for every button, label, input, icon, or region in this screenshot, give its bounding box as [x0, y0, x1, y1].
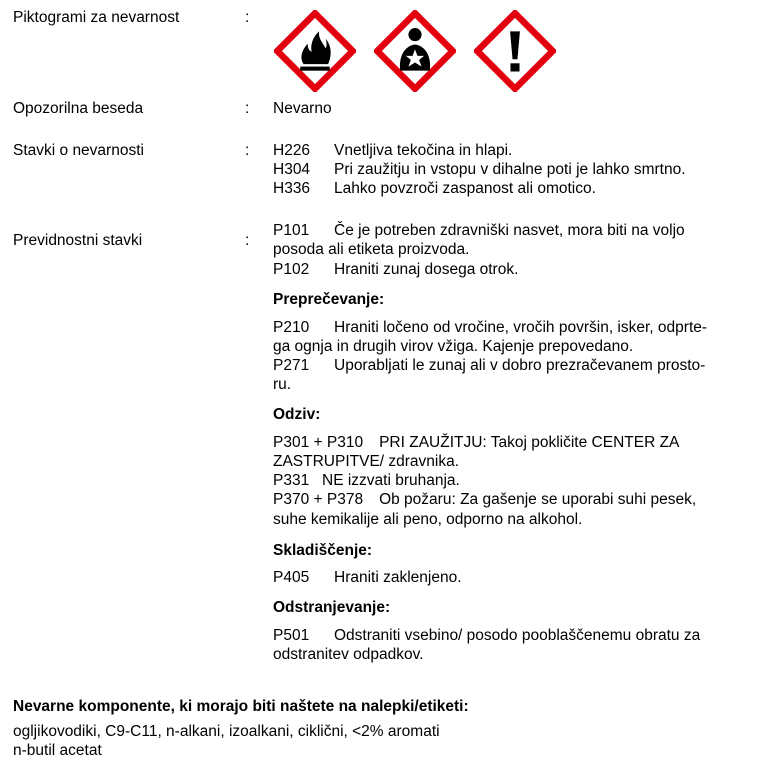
statement-text: PRI ZAUŽITJU: Takoj pokličite CENTER ZA: [379, 434, 680, 451]
precaution-p210-line2: ga ognja in drugih virov vžiga. Kajenje prepovedano.: [273, 338, 634, 355]
hazardous-components-heading: Nevarne komponente, ki morajo biti naštete na nalepki/etiketi:: [13, 698, 469, 715]
precautionary-statements-colon: :: [245, 232, 250, 249]
signal-word-value: Nevarno: [273, 100, 332, 117]
exclamation-mark-pictogram-icon: [474, 10, 556, 92]
statement-code: P501: [273, 627, 310, 644]
statement-code: P301 + P310: [273, 434, 364, 451]
statement-text: Hraniti ločeno od vročine, vročih površin, isker, odprte-: [334, 319, 708, 336]
statement-text: Uporabljati le zunaj ali v dobro prezračevanem prosto-: [334, 357, 706, 374]
statement-code: H336: [273, 180, 311, 197]
precaution-p271-line1: [273, 356, 705, 376]
precaution-p101-line2: posoda ali etiketa proizvoda.: [273, 241, 470, 258]
statement-code: P102: [273, 261, 310, 278]
precaution-p101-line1: [273, 221, 685, 241]
statement-text: Hraniti zunaj dosega otrok.: [334, 261, 519, 278]
statement-code: H226: [273, 142, 311, 159]
pictograms-colon: :: [245, 9, 250, 26]
precautionary-statements-label: Previdnostni stavki: [13, 232, 143, 249]
statement-code: P101: [273, 222, 310, 239]
signal-word-colon: :: [245, 100, 250, 117]
precaution-p210-line1: [273, 318, 707, 338]
pictograms-label: Piktogrami za nevarnost: [13, 9, 180, 26]
precaution-p405: [273, 568, 462, 588]
precaution-p370-line1: [273, 490, 696, 510]
statement-text: Ob požaru: Za gašenje se uporabi suhi pesek,: [379, 491, 697, 508]
health-hazard-pictogram-icon: [374, 10, 456, 92]
response-heading: Odziv:: [273, 406, 321, 423]
statement-text: Odstraniti vsebino/ posodo pooblaščenemu obratu za: [334, 627, 701, 644]
precaution-p501-line2: odstranitev odpadkov.: [273, 646, 424, 663]
hazard-statements-colon: :: [245, 142, 250, 159]
statement-text: Lahko povzroči zaspanost ali omotico.: [334, 180, 596, 197]
precaution-p501-line1: [273, 626, 700, 646]
hazardous-component-line: n-butil acetat: [13, 742, 102, 759]
statement-code: P331: [273, 472, 310, 489]
statement-text: Vnetljiva tekočina in hlapi.: [334, 142, 513, 159]
hazard-statement-h336: [273, 179, 596, 199]
precaution-p271-line2: ru.: [273, 376, 292, 393]
storage-heading: Skladiščenje:: [273, 542, 373, 559]
signal-word-label: Opozorilna beseda: [13, 100, 144, 117]
statement-code: P210: [273, 319, 310, 336]
hazardous-component-line: ogljikovodiki, C9-C11, n-alkani, izoalkani, ciklični, <2% aromati: [13, 723, 440, 740]
statement-text: Pri zaužitju in vstopu v dihalne poti je lahko smrtno.: [334, 161, 686, 178]
statement-code: P370 + P378: [273, 491, 364, 508]
hazard-statement-h304: [273, 160, 686, 180]
statement-code: H304: [273, 161, 311, 178]
disposal-heading: Odstranjevanje:: [273, 599, 391, 616]
precaution-p370-line2: suhe kemikalije ali peno, odporno na alkohol.: [273, 511, 583, 528]
statement-code: P405: [273, 569, 310, 586]
statement-text: Če je potreben zdravniški nasvet, mora biti na voljo: [334, 222, 685, 239]
precaution-p102: [273, 260, 518, 280]
hazard-statements-label: Stavki o nevarnosti: [13, 142, 144, 159]
statement-text: NE izzvati bruhanja.: [322, 472, 460, 489]
flame-pictogram-icon: [274, 10, 356, 92]
statement-text: Hraniti zaklenjeno.: [334, 569, 462, 586]
hazard-statement-h226: [273, 141, 512, 161]
prevention-heading: Preprečevanje:: [273, 291, 385, 308]
precaution-p331: [273, 471, 460, 491]
statement-code: P271: [273, 357, 310, 374]
precaution-p301-line1: [273, 433, 679, 453]
precaution-p301-line2: ZASTRUPITVE/ zdravnika.: [273, 453, 460, 470]
